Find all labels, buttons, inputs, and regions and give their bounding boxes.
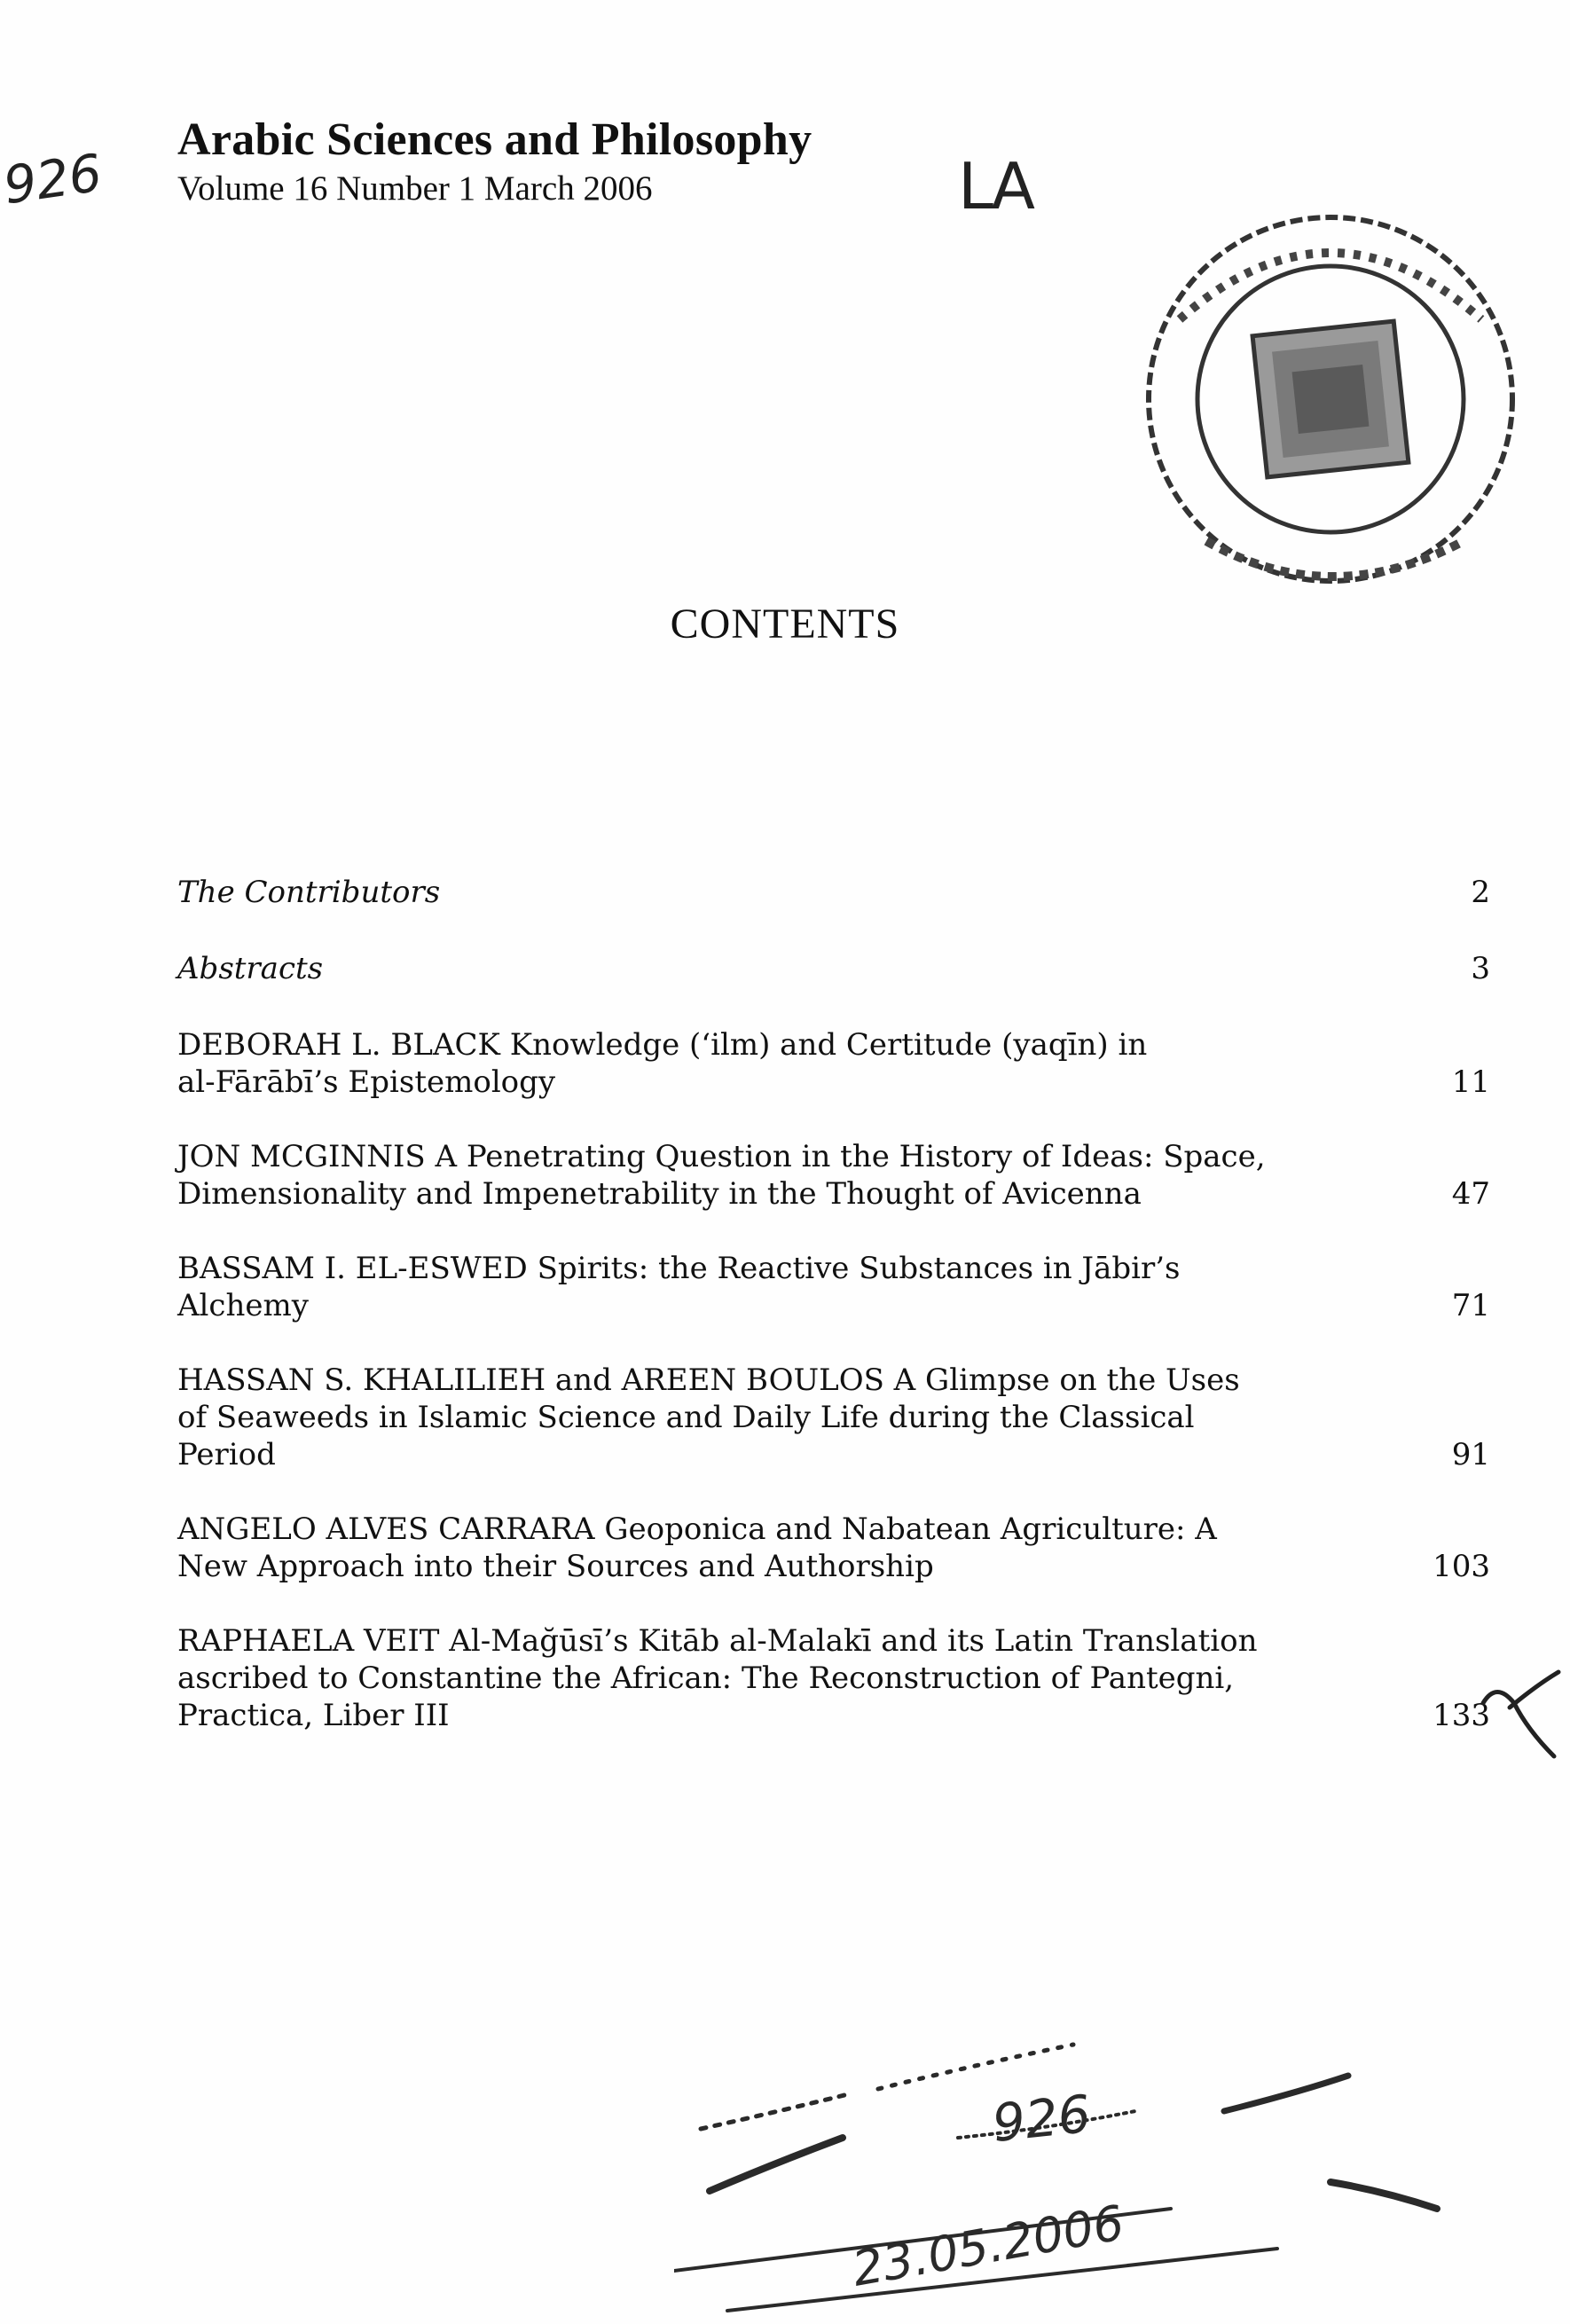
toc-entry-carrara — [177, 1511, 1490, 1585]
toc-entry-mcginnis — [177, 1138, 1490, 1213]
toc-line: Alchemy — [177, 1288, 309, 1323]
toc-entry-contributors — [177, 874, 1490, 911]
library-seal-stamp — [1126, 195, 1535, 603]
toc-entry-title — [177, 874, 1357, 911]
stamp-date: 23.05.2006 — [848, 2194, 1128, 2297]
toc-line: Practica, Liber III — [177, 1698, 450, 1733]
toc-line: HASSAN S. KHALILIEH and AREEN BOULOS A Glimpse on the Uses — [177, 1362, 1240, 1398]
toc-entry-el-eswed — [177, 1250, 1490, 1324]
contents-heading: CONTENTS — [670, 601, 900, 648]
toc-entry-abstracts — [177, 950, 1490, 987]
toc-entry-title — [177, 1138, 1357, 1213]
toc-page-number: 3 — [1471, 951, 1490, 986]
toc-page-number: 91 — [1451, 1437, 1490, 1472]
stamp-registration-number: 926 — [989, 2083, 1094, 2155]
handwritten-mark: LA — [958, 149, 1032, 224]
toc-page-number: 103 — [1433, 1549, 1490, 1584]
toc-entry-title — [177, 1026, 1357, 1101]
toc-line: RAPHAELA VEIT Al-Mağūsī’s Kitāb al-Malakī and its Latin Translation — [177, 1623, 1258, 1659]
toc-line: Period — [177, 1437, 276, 1472]
toc-page-number: 11 — [1451, 1064, 1490, 1100]
toc-line: ascribed to Constantine the African: The Reconstruction of Pantegni, — [177, 1661, 1235, 1696]
toc-entry-title — [177, 1622, 1357, 1734]
toc-line: BASSAM I. EL-ESWED Spirits: the Reactive Substances in Jābir’s — [177, 1251, 1181, 1286]
journal-title: Arabic Sciences and Philosophy — [177, 114, 812, 165]
toc-page-number: 47 — [1451, 1176, 1490, 1212]
toc-line: of Seaweeds in Islamic Science and Daily Life during the Classical — [177, 1400, 1195, 1435]
toc-line: ANGELO ALVES CARRARA Geoponica and Nabatean Agriculture: A — [177, 1511, 1217, 1547]
toc-entry-khalilieh — [177, 1362, 1490, 1473]
journal-issue: Volume 16 Number 1 March 2006 — [177, 169, 653, 208]
toc-page-number: 71 — [1451, 1288, 1490, 1323]
toc-entry-title — [177, 1250, 1357, 1324]
toc-entry-black — [177, 1026, 1490, 1101]
toc-line: al-Fārābī’s Epistemology — [177, 1064, 556, 1100]
toc-line: Dimensionality and Impenetrability in the Thought of Avicenna — [177, 1176, 1142, 1212]
handwritten-check-icon — [1474, 1668, 1563, 1765]
toc-line: DEBORAH L. BLACK Knowledge (‘ilm) and Certitude (yaqīn) in — [177, 1027, 1148, 1063]
toc-entry-title — [177, 1511, 1357, 1585]
toc-entry-title — [177, 1362, 1357, 1473]
toc-page-number: 133 — [1433, 1698, 1490, 1733]
toc-entry-title — [177, 950, 1357, 987]
toc-line: Abstracts — [177, 951, 324, 986]
toc-entry-veit — [177, 1622, 1490, 1734]
table-of-contents — [177, 874, 1490, 1771]
toc-line: JON MCGINNIS A Penetrating Question in the History of Ideas: Space, — [177, 1139, 1266, 1174]
registration-stamp — [674, 2005, 1472, 2315]
toc-line: The Contributors — [177, 875, 441, 910]
handwritten-catalog-number: 926 — [0, 142, 106, 216]
toc-page-number: 2 — [1471, 875, 1490, 910]
toc-line: New Approach into their Sources and Authorship — [177, 1549, 934, 1584]
